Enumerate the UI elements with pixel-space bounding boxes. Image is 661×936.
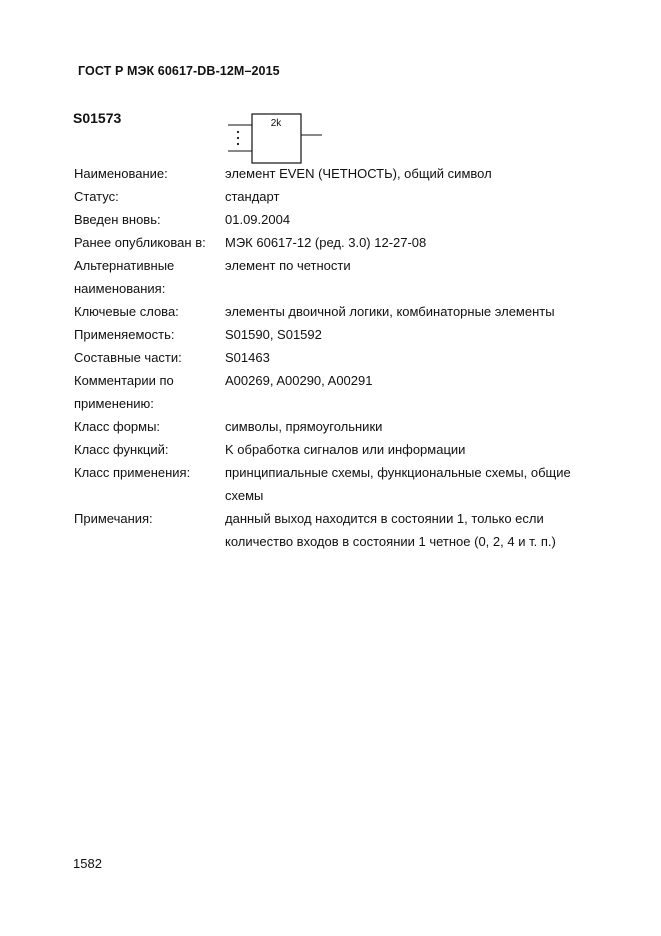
field-value: элемент по четности bbox=[225, 258, 351, 273]
field-value: символы, прямоугольники bbox=[225, 419, 383, 434]
field-value: S01590, S01592 bbox=[225, 327, 322, 342]
field-value: A00269, A00290, A00291 bbox=[225, 373, 373, 388]
symbol-dot bbox=[237, 137, 239, 139]
field-introduced bbox=[74, 208, 604, 231]
field-function-class bbox=[74, 438, 604, 461]
field-label: Применяемость: bbox=[74, 327, 175, 342]
even-element-symbol bbox=[225, 110, 325, 166]
field-components bbox=[74, 346, 604, 369]
field-value: элементы двоичной логики, комбинаторные элементы bbox=[225, 304, 555, 319]
page-number: 1582 bbox=[73, 856, 102, 871]
field-label: Комментарии по применению: bbox=[74, 373, 174, 411]
field-value: 01.09.2004 bbox=[225, 212, 291, 227]
field-label: Статус: bbox=[74, 189, 119, 204]
document-header: ГОСТ Р МЭК 60617-DB-12M–2015 bbox=[78, 64, 280, 78]
field-label: Класс формы: bbox=[74, 419, 161, 434]
field-list bbox=[74, 162, 604, 553]
symbol-qualifier: 2k bbox=[270, 118, 282, 129]
field-status bbox=[74, 185, 604, 208]
field-application-comments bbox=[74, 369, 604, 415]
field-previously-published bbox=[74, 231, 604, 254]
field-name bbox=[74, 162, 604, 185]
field-label: Составные части: bbox=[74, 350, 182, 365]
field-label: Альтернативные наименования: bbox=[74, 258, 175, 296]
field-label: Примечания: bbox=[74, 511, 153, 526]
field-value: принципиальные схемы, функциональные схемы, общие схемы bbox=[225, 465, 571, 503]
field-applicability bbox=[74, 323, 604, 346]
field-value: S01463 bbox=[225, 350, 270, 365]
field-value: элемент EVEN (ЧЕТНОСТЬ), общий символ bbox=[225, 166, 492, 181]
field-label: Ранее опубликован в: bbox=[74, 235, 206, 250]
entry-code: S01573 bbox=[73, 110, 122, 126]
field-label: Класс применения: bbox=[74, 465, 191, 480]
symbol-dot bbox=[237, 143, 239, 145]
field-label: Наименование: bbox=[74, 166, 168, 181]
field-value: МЭК 60617-12 (ред. 3.0) 12-27-08 bbox=[225, 235, 427, 250]
field-label: Класс функций: bbox=[74, 442, 169, 457]
field-shape-class bbox=[74, 415, 604, 438]
symbol-dot bbox=[237, 131, 239, 133]
field-value: K обработка сигналов или информации bbox=[225, 442, 466, 457]
field-application-class bbox=[74, 461, 604, 507]
field-value: стандарт bbox=[225, 189, 280, 204]
field-keywords bbox=[74, 300, 604, 323]
field-value: данный выход находится в состоянии 1, только если количество входов в состоянии 1 четное (0, 2, 4 и т. п.) bbox=[225, 511, 556, 549]
field-label: Ключевые слова: bbox=[74, 304, 179, 319]
field-notes bbox=[74, 507, 604, 553]
field-label: Введен вновь: bbox=[74, 212, 161, 227]
field-alternative-names bbox=[74, 254, 604, 300]
